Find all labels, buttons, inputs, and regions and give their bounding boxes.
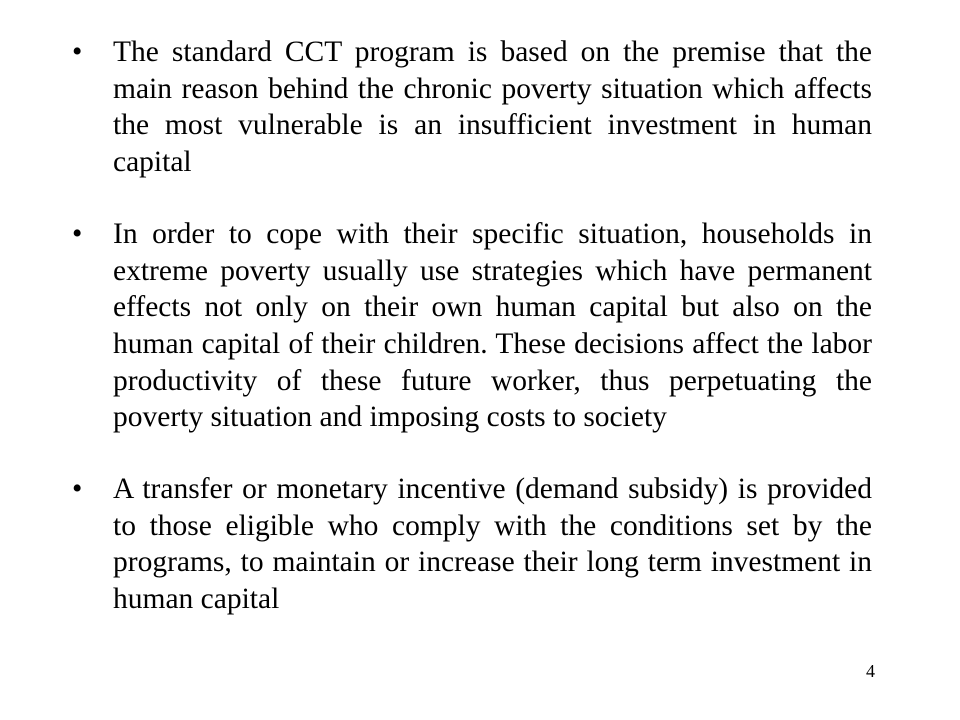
- bullet-item: [72, 216, 872, 436]
- bullet-text: In order to cope with their specific situation, households in extreme poverty usually use strategies which have permanent effects not only on their own human capital but also on the human capital of their children. These decisions affect the labor productivity of these future worker, thus perpetuating the poverty situation and imposing costs to society: [113, 217, 872, 434]
- bullet-icon: •: [72, 217, 83, 250]
- bullet-text: The standard CCT program is based on the premise that the main reason behind the chronic poverty situation which affects the most vulnerable is an insufficient investment in human capital: [113, 36, 872, 179]
- bullet-icon: •: [72, 36, 83, 68]
- bullet-item: [72, 34, 872, 181]
- page-number: 4: [866, 661, 875, 681]
- bullet-list: [72, 34, 872, 618]
- bullet-item: [72, 471, 872, 618]
- bullet-text: A transfer or monetary incentive (demand subsidy) is provided to those eligible who comply with the conditions set by the programs, to maintain or increase their long term investment in human capital: [113, 473, 872, 616]
- bullet-icon: •: [72, 473, 83, 506]
